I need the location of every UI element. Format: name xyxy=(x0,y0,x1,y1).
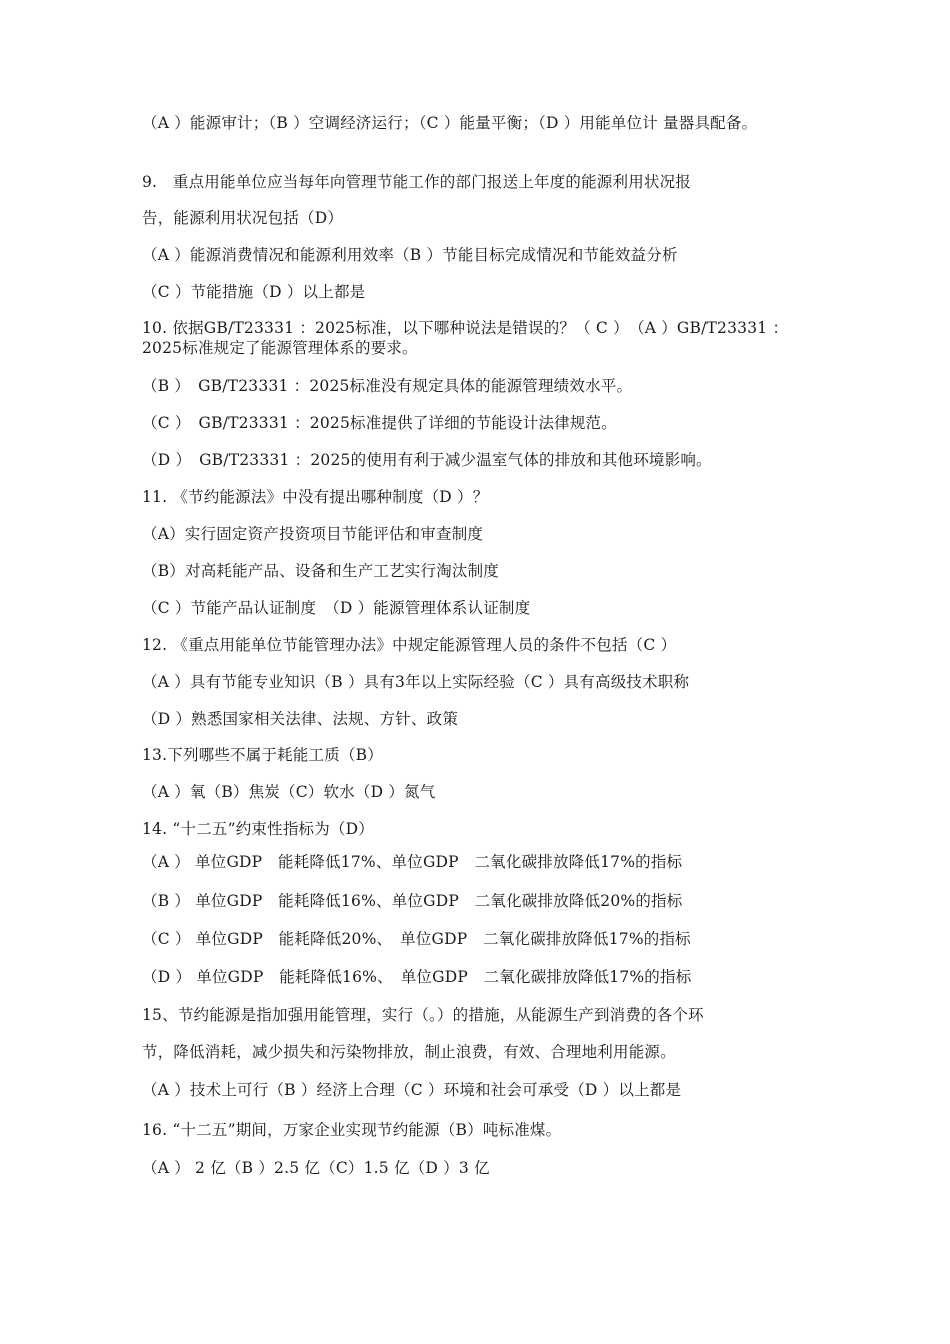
question-10-option-b: （B ） GB/T23331 ：2025标准没有规定具体的能源管理绩效水平。 xyxy=(142,377,633,395)
question-14-option-c: （C ） 单位GDP 能耗降低20%、 单位GDP 二氧化碳排放降低17%的指标 xyxy=(142,930,691,948)
question-12-stem: 12. 《重点用能单位节能管理办法》中规定能源管理人员的条件不包括（C ） xyxy=(142,636,677,654)
question-9-options-ab: （A ）能源消费情况和能源利用效率（B ）节能目标完成情况和节能效益分析 xyxy=(142,246,678,264)
question-14-option-b: （B ） 单位GDP 能耗降低16%、单位GDP 二氧化碳排放降低20%的指标 xyxy=(142,892,683,910)
question-13-stem: 13.下列哪些不属于耗能工质（B） xyxy=(142,746,383,764)
question-14-option-a: （A ） 单位GDP 能耗降低17%、单位GDP 二氧化碳排放降低17%的指标 xyxy=(142,853,683,871)
question-11-option-a: （A）实行固定资产投资项目节能评估和审查制度 xyxy=(142,525,484,543)
question-9-line-1: 9. 重点用能单位应当每年向管理节能工作的部门报送上年度的能源利用状况报 xyxy=(142,173,691,191)
question-11-option-b: （B）对高耗能产品、设备和生产工艺实行淘汰制度 xyxy=(142,562,499,580)
question-15-options: （A ）技术上可行（B ）经济上合理（C ）环境和社会可承受（D ）以上都是 xyxy=(142,1081,682,1099)
question-11-stem: 11. 《节约能源法》中没有提出哪种制度（D ）？ xyxy=(142,488,489,506)
question-16-options: （A ） 2 亿（B ）2.5 亿（C）1.5 亿（D ）3 亿 xyxy=(142,1159,490,1177)
question-12-options-abc: （A ）具有节能专业知识（B ）具有3年以上实际经验（C ）具有高级技术职称 xyxy=(142,673,690,691)
question-10-option-c: （C ） GB/T23331 ：2025标准提供了详细的节能设计法律规范。 xyxy=(142,414,617,432)
question-15-line-1: 15、节约能源是指加强用能管理，实行（。）的措施，从能源生产到消费的各个环 xyxy=(142,1006,704,1024)
question-10-option-d: （D ） GB/T23331 ：2025的使用有利于减少温室气体的排放和其他环境影响。 xyxy=(142,451,712,469)
question-15-line-2: 节，降低消耗，减少损失和污染物排放，制止浪费，有效、合理地利用能源。 xyxy=(142,1043,676,1061)
question-16-stem: 16. “十二五”期间，万家企业实现节约能源（B）吨标准煤。 xyxy=(142,1121,562,1139)
question-9-line-2: 告，能源利用状况包括（D） xyxy=(142,209,344,227)
question-9-options-cd: （C ）节能措施（D ）以上都是 xyxy=(142,283,366,301)
question-10-stem: 10. 依据GB/T23331 ：2025标准，以下哪种说法是错误的？（ C ） （A ）GB/T23331 ：2025标准规定了能源管理体系的要求。 xyxy=(142,319,789,357)
option-line-q8: （A ）能源审计；（B ）空调经济运行；（C ）能量平衡；（D ）用能单位计 量器具配备。 xyxy=(142,114,758,132)
question-12-option-d: （D ）熟悉国家相关法律、法规、方针、政策 xyxy=(142,710,459,728)
question-14-stem: 14. “十二五”约束性指标为（D） xyxy=(142,820,374,838)
question-11-options-cd: （C ）节能产品认证制度 （D ）能源管理体系认证制度 xyxy=(142,599,531,617)
question-13-options: （A ）氧（B）焦炭（C）软水（D ）氮气 xyxy=(142,783,436,801)
question-14-option-d: （D ） 单位GDP 能耗降低16%、 单位GDP 二氧化碳排放降低17%的指标 xyxy=(142,968,692,986)
